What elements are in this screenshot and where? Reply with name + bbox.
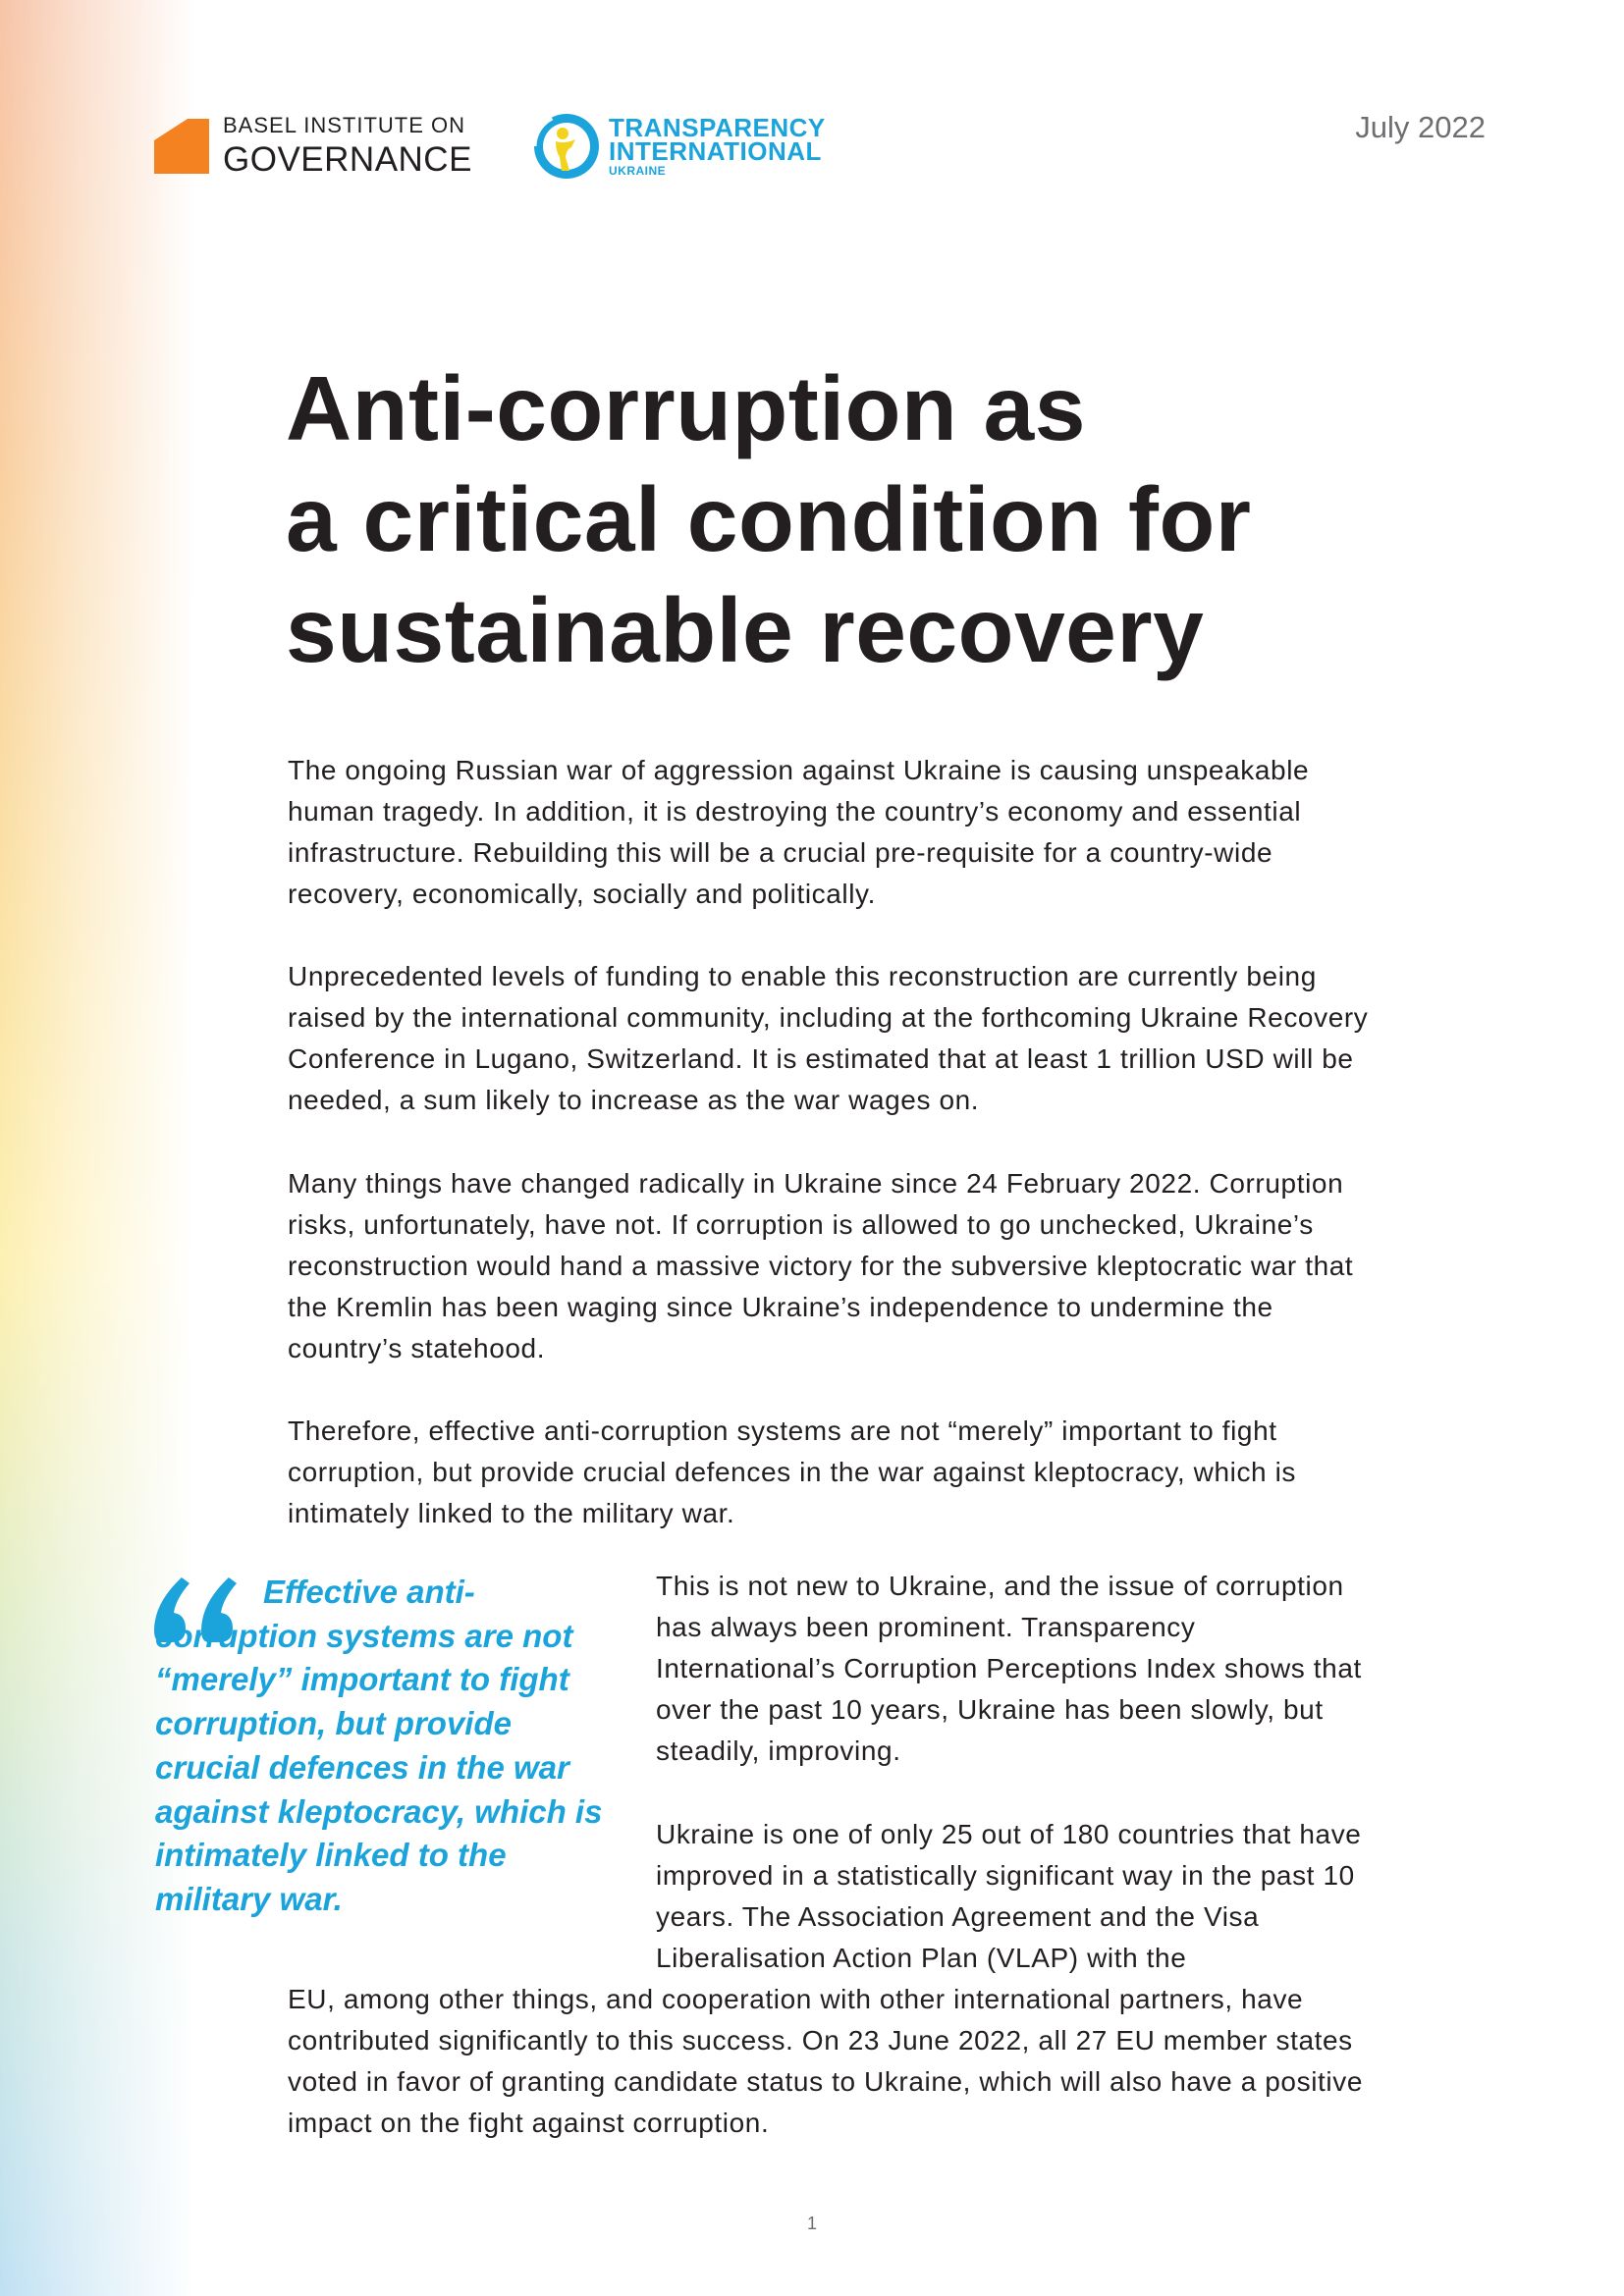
- basel-logo-line1: BASEL INSTITUTE ON: [223, 113, 466, 137]
- title-line-3: sustainable recovery: [286, 579, 1205, 681]
- pull-quote: Effective anti-corruption systems are not “merely” important to fight corruption, but provide crucial defences in the war against kleptocracy, which is intimately linked to the military war.: [155, 1574, 603, 1917]
- ti-figure-icon: [532, 112, 601, 181]
- basel-logo-line2: GOVERNANCE: [223, 140, 472, 179]
- body-paragraph-6: Ukraine is one of only 25 out of 180 countries that have improved in a statistically significant way in the past 10 years. The Association Agreement and the Visa Liberalisation Action Plan (VLAP) with the: [656, 1819, 1362, 1973]
- body-paragraph-2: Unprecedented levels of funding to enable this reconstruction are currently being raised by the international community, including at the forthcoming Ukraine Recovery Conference in Lugano, Switzerland. It is estimated that at least 1 trillion USD will be needed, a sum likely to increase as the war wages on.: [288, 961, 1369, 1115]
- body-paragraph-4: Therefore, effective anti-corruption systems are not “merely” important to fight corruption, but provide crucial defences in the war against kleptocracy, which is intimately linked to the military war.: [288, 1415, 1297, 1528]
- body-paragraph-6-continued: EU, among other things, and cooperation with other international partners, have contributed significantly to this success. On 23 June 2022, all 27 EU member states voted in favor of granting candidate status to Ukraine, which will also have a positive impact on the fight against corruption.: [288, 1984, 1363, 2138]
- body-paragraph-1: The ongoing Russian war of aggression against Ukraine is causing unspeakable human tragedy. In addition, it is destroying the country’s economy and essential infrastructure. Rebuilding this will be a crucial pre-requisite for a country-wide recovery, economically, socially and politically.: [288, 755, 1310, 909]
- page-number: 1: [806, 2214, 817, 2233]
- body-paragraph-3: Many things have changed radically in Ukraine since 24 February 2022. Corruption risks, unfortunately, have not. If corruption is allowed to go unchecked, Ukraine’s reconstruction would hand a massive victory for the subversive kleptocratic war that the Kremlin has been waging since Ukraine’s independence to undermine the country’s statehood.: [288, 1168, 1354, 1363]
- basel-square-icon: [154, 119, 209, 174]
- publication-date: July 2022: [1355, 110, 1486, 144]
- decorative-edge-gradient: [0, 0, 196, 2296]
- title-line-2: a critical condition for: [286, 468, 1252, 570]
- basel-institute-logo: [154, 115, 472, 177]
- ti-logo-line2: INTERNATIONAL: [609, 136, 822, 167]
- transparency-international-logo: [532, 112, 826, 181]
- page-title: [286, 353, 1464, 686]
- title-line-1: Anti-corruption as: [286, 357, 1086, 459]
- body-paragraph-5: This is not new to Ukraine, and the issue of corruption has always been prominent. Transparency International’s Corruption Perceptions Index shows that over the past 10 years, Ukraine has been slowly, but steadily, improving.: [656, 1571, 1362, 1766]
- ti-logo-line3: UKRAINE: [609, 163, 667, 178]
- ti-logo-line1: TRANSPARENCY: [609, 112, 826, 142]
